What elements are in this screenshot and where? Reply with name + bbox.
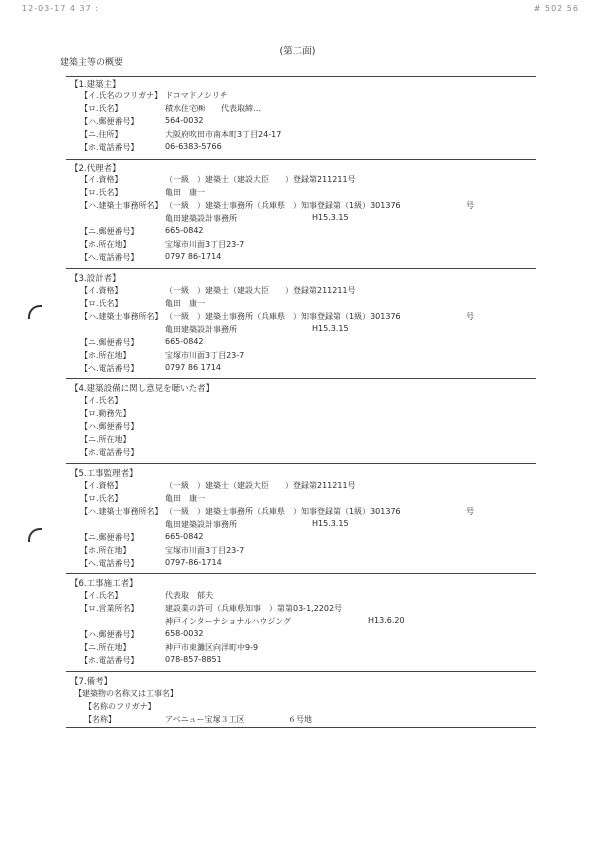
s7-subheading: 【建築物の名称又は工事名】 — [74, 689, 178, 698]
s1-name-label: 【ロ.氏名】 — [80, 104, 123, 113]
s5-phone-value: 0797-86-1714 — [165, 558, 222, 567]
s6-phone-label: 【ホ.電話番号】 — [80, 656, 139, 665]
page-title: (第二面) — [279, 46, 316, 57]
s6-name-value: 代表取 郁夫 — [165, 591, 213, 600]
section-divider — [66, 573, 536, 574]
s2-qualification-label: 【イ.資格】 — [80, 175, 123, 184]
s2-office-suffix: 号 — [466, 201, 474, 210]
s3-office-value: （一級 ）建築士事務所（兵庫県 ）知事登録第（1級）301376 — [165, 312, 401, 321]
s6-phone-value: 078-857-8851 — [165, 655, 222, 664]
s1-address-label: 【ニ.住所】 — [80, 130, 123, 139]
s5-name-value: 亀田 康一 — [165, 494, 205, 503]
section-6-heading: 【6.工事施工者】 — [70, 579, 138, 589]
s2-name-label: 【ロ.氏名】 — [80, 188, 123, 197]
s2-office-date: H15.3.15 — [312, 213, 349, 222]
section-divider — [66, 671, 536, 672]
s7-name-value: アベニュー宝塚３工区 — [165, 715, 245, 724]
s2-office-value: （一級 ）建築士事務所（兵庫県 ）知事登録第（1級）301376 — [165, 201, 401, 210]
fax-header-right: # 502 56 — [533, 4, 579, 13]
s5-phone-label: 【ヘ.電話番号】 — [80, 559, 139, 568]
punch-hole-mark — [28, 528, 42, 542]
s2-postal-label: 【ニ.郵便番号】 — [80, 227, 139, 236]
s5-office-suffix: 号 — [466, 507, 474, 516]
s4-office-label: 【ロ.勤務先】 — [80, 409, 131, 418]
s6-name-label: 【イ.氏名】 — [80, 591, 123, 600]
s3-postal-value: 665-0842 — [165, 337, 204, 346]
section-divider — [66, 463, 536, 464]
s3-name-value: 亀田 康一 — [165, 299, 205, 308]
s2-phone-value: 0797 86-1714 — [165, 252, 222, 261]
s3-office-date: H15.3.15 — [312, 324, 349, 333]
section-divider — [66, 378, 536, 379]
section-1-heading: 【1.建築主】 — [70, 80, 121, 90]
s2-address-value: 宝塚市川面3丁目23-7 — [165, 240, 245, 249]
s4-phone-label: 【ホ.電話番号】 — [80, 448, 139, 457]
s1-postal-value: 564-0032 — [165, 116, 204, 125]
s1-furigana-label: 【イ.氏名のフリガナ】 — [80, 91, 163, 100]
s5-address-label: 【ホ.所在地】 — [80, 546, 131, 555]
s3-office-name: 亀田建築設計事務所 — [165, 325, 237, 334]
s6-address-value: 神戸市東灘区向洋町中9-9 — [165, 643, 259, 652]
s6-permit-value: 建設業の許可（兵庫県知事 ）第第03-1,2202号 — [165, 604, 343, 613]
s3-office-label: 【ハ.建築士事務所名】 — [80, 312, 163, 321]
section-4-heading: 【4.建築設備に関し意見を聴いた者】 — [70, 384, 215, 394]
s4-name-label: 【イ.氏名】 — [80, 396, 123, 405]
s6-company-name: 神戸インターナショナルハウジング — [165, 617, 292, 626]
s5-address-value: 宝塚市川面3丁目23-7 — [165, 546, 245, 555]
s2-postal-value: 665-0842 — [165, 226, 204, 235]
s6-company-date: H13.6.20 — [368, 616, 405, 625]
section-divider — [66, 727, 536, 728]
s3-phone-value: 0797 86 1714 — [165, 363, 221, 372]
s6-permit-label: 【ロ.営業所名】 — [80, 604, 139, 613]
s5-qualification-value: （一級 ）建築士（建設大臣 ）登録第211211号 — [165, 481, 356, 490]
s5-office-value: （一級 ）建築士事務所（兵庫県 ）知事登録第（1級）301376 — [165, 507, 401, 516]
s6-postal-value: 658-0032 — [165, 629, 204, 638]
s5-office-date: H15.3.15 — [312, 519, 349, 528]
s3-office-suffix: 号 — [466, 312, 474, 321]
s3-qualification-label: 【イ.資格】 — [80, 286, 123, 295]
s5-postal-label: 【ニ.郵便番号】 — [80, 533, 139, 542]
s3-address-label: 【ホ.所在地】 — [80, 351, 131, 360]
s2-office-label: 【ハ.建築士事務所名】 — [80, 201, 163, 210]
punch-hole-mark — [28, 305, 42, 319]
section-divider — [66, 159, 536, 160]
s1-name-value: 積水住宅㈱ 代表取締… — [165, 104, 261, 113]
section-5-heading: 【5.工事監理者】 — [70, 469, 138, 479]
s7-name-label: 【名称】 — [84, 715, 116, 724]
s2-address-label: 【ホ.所在地】 — [80, 240, 131, 249]
document-title: 建築主等の概要 — [60, 58, 124, 68]
s6-postal-label: 【ハ.郵便番号】 — [80, 630, 139, 639]
s5-office-label: 【ハ.建築士事務所名】 — [80, 507, 163, 516]
s1-furigana-value: ドコマドノシリチ — [165, 91, 228, 100]
section-7-heading: 【7.備考】 — [70, 677, 113, 687]
s3-address-value: 宝塚市川面3丁目23-7 — [165, 351, 245, 360]
s2-name-value: 亀田 康一 — [165, 188, 205, 197]
s5-postal-value: 665-0842 — [165, 532, 204, 541]
s5-office-name: 亀田建築設計事務所 — [165, 520, 237, 529]
section-divider — [66, 268, 536, 269]
section-divider — [66, 76, 536, 77]
s5-name-label: 【ロ.氏名】 — [80, 494, 123, 503]
s1-postal-label: 【ハ.郵便番号】 — [80, 117, 139, 126]
fax-header-left: 12-03-17 4 37 : — [22, 4, 99, 13]
s3-qualification-value: （一級 ）建築士（建設大臣 ）登録第211211号 — [165, 286, 356, 295]
s7-name-suffix: ６号地 — [288, 715, 312, 724]
s2-qualification-value: （一級 ）建築士（建設大臣 ）登録第211211号 — [165, 175, 356, 184]
s4-address-label: 【ニ.所在地】 — [80, 435, 131, 444]
s4-postal-label: 【ハ.郵便番号】 — [80, 422, 139, 431]
s3-postal-label: 【ニ.郵便番号】 — [80, 338, 139, 347]
s3-phone-label: 【ヘ.電話番号】 — [80, 364, 139, 373]
section-2-heading: 【2.代理者】 — [70, 164, 121, 174]
s5-qualification-label: 【イ.資格】 — [80, 481, 123, 490]
s3-name-label: 【ロ.氏名】 — [80, 299, 123, 308]
s7-furigana-label: 【名称のフリガナ】 — [84, 702, 156, 711]
s1-address-value: 大阪府吹田市南本町3丁目24-17 — [165, 130, 282, 139]
s1-phone-value: 06-6383-5766 — [165, 142, 222, 151]
s6-address-label: 【ニ.所在地】 — [80, 643, 131, 652]
s1-phone-label: 【ホ.電話番号】 — [80, 143, 139, 152]
section-3-heading: 【3.設計者】 — [70, 274, 121, 284]
s2-office-name: 亀田建築設計事務所 — [165, 214, 237, 223]
s2-phone-label: 【ヘ.電話番号】 — [80, 253, 139, 262]
